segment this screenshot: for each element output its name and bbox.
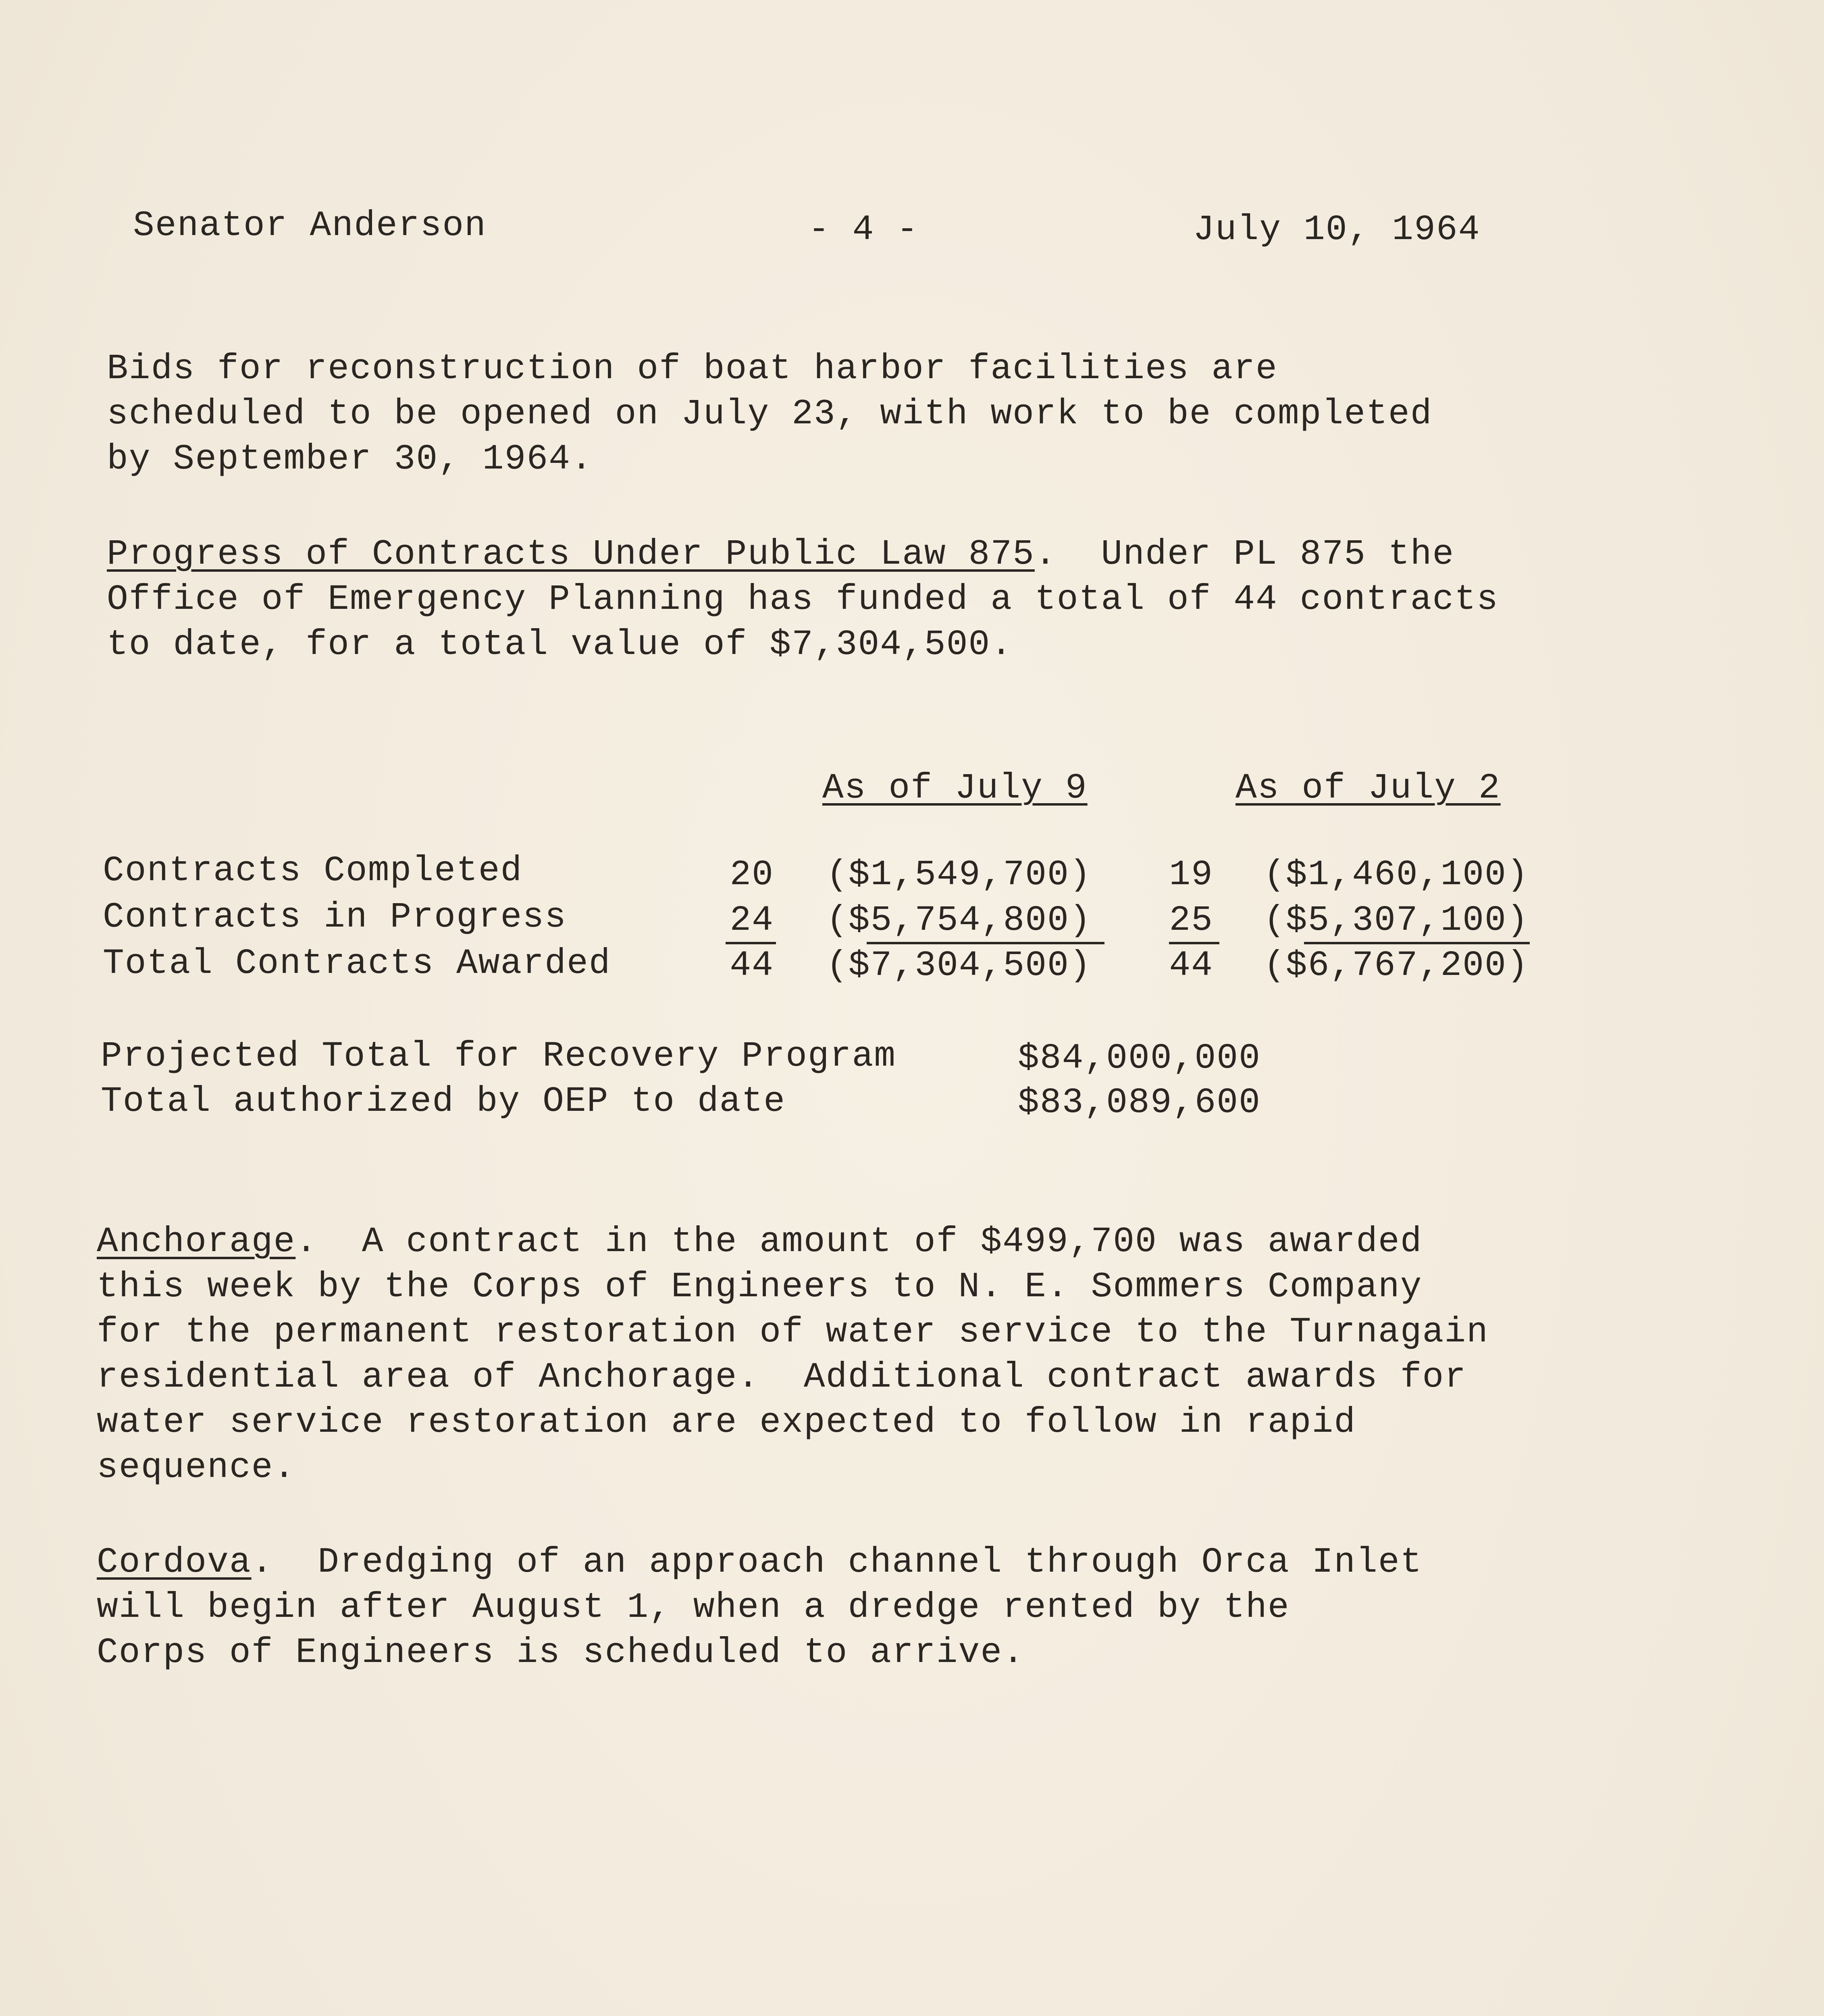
total-value: $83,089,600 xyxy=(1018,1083,1261,1123)
progress-line-3: to date, for a total value of $7,304,500. xyxy=(107,625,1013,665)
july2-value: ($6,767,200) xyxy=(1264,946,1529,986)
july9-count: 20 xyxy=(730,855,774,895)
bids-line-3: by September 30, 1964. xyxy=(107,439,593,479)
july2-value: ($5,307,100) xyxy=(1264,901,1529,941)
progress-line-1 xyxy=(107,532,1454,577)
row-label: Total Contracts Awarded xyxy=(103,944,611,984)
anchorage-line-1-rest: . A contract in the amount of $499,700 was awarded xyxy=(295,1222,1423,1262)
anchorage-line-6: sequence. xyxy=(97,1448,296,1488)
row-label: Contracts in Progress xyxy=(103,898,567,937)
cordova-line-2: will begin after August 1, when a dredge rented by the xyxy=(97,1588,1290,1628)
july2-count: 19 xyxy=(1169,855,1213,895)
bids-line-1: Bids for reconstruction of boat harbor facilities are xyxy=(107,349,1278,389)
column-header-july-2: As of July 2 xyxy=(1235,768,1501,808)
july9-value: ($5,754,800) xyxy=(826,901,1092,941)
anchorage-line-2: this week by the Corps of Engineers to N. E. Sommers Company xyxy=(97,1267,1423,1307)
total-value: $84,000,000 xyxy=(1018,1039,1261,1079)
progress-line-1-rest: . Under PL 875 the xyxy=(1034,535,1455,575)
header-page-number: - 4 - xyxy=(808,210,919,250)
bids-line-2: scheduled to be opened on July 23, with work to be completed xyxy=(107,394,1433,434)
july2-count: 25 xyxy=(1169,901,1213,941)
anchorage-line-5: water service restoration are expected to follow in rapid xyxy=(97,1403,1356,1443)
anchorage-line-1 xyxy=(97,1220,1423,1265)
row-label: Contracts Completed xyxy=(103,851,523,891)
july2-value: ($1,460,100) xyxy=(1264,855,1529,895)
july9-count: 44 xyxy=(730,946,774,986)
july9-value: ($7,304,500) xyxy=(826,946,1092,986)
total-label: Total authorized by OEP to date xyxy=(101,1082,786,1122)
total-label: Projected Total for Recovery Program xyxy=(101,1037,896,1077)
cordova-line-1-rest: . Dredging of an approach channel through Orca Inlet xyxy=(251,1543,1423,1583)
progress-heading: Progress of Contracts Under Public Law 875 xyxy=(107,535,1035,575)
column-header-july-9: As of July 9 xyxy=(822,768,1088,808)
cordova-line-3: Corps of Engineers is scheduled to arrive. xyxy=(97,1633,1025,1673)
header-date: July 10, 1964 xyxy=(1193,210,1481,250)
anchorage-line-3: for the permanent restoration of water service to the Turnagain xyxy=(97,1312,1489,1352)
progress-line-2: Office of Emergency Planning has funded a total of 44 contracts xyxy=(107,580,1499,620)
cordova-line-1 xyxy=(97,1540,1423,1585)
july9-count: 24 xyxy=(730,901,774,941)
cordova-heading: Cordova xyxy=(97,1543,252,1583)
july9-value: ($1,549,700) xyxy=(826,855,1092,895)
anchorage-heading: Anchorage xyxy=(97,1222,296,1262)
header-recipient: Senator Anderson xyxy=(133,206,487,246)
july2-count: 44 xyxy=(1169,946,1213,986)
anchorage-line-4: residential area of Anchorage. Additional contract awards for xyxy=(97,1358,1467,1397)
